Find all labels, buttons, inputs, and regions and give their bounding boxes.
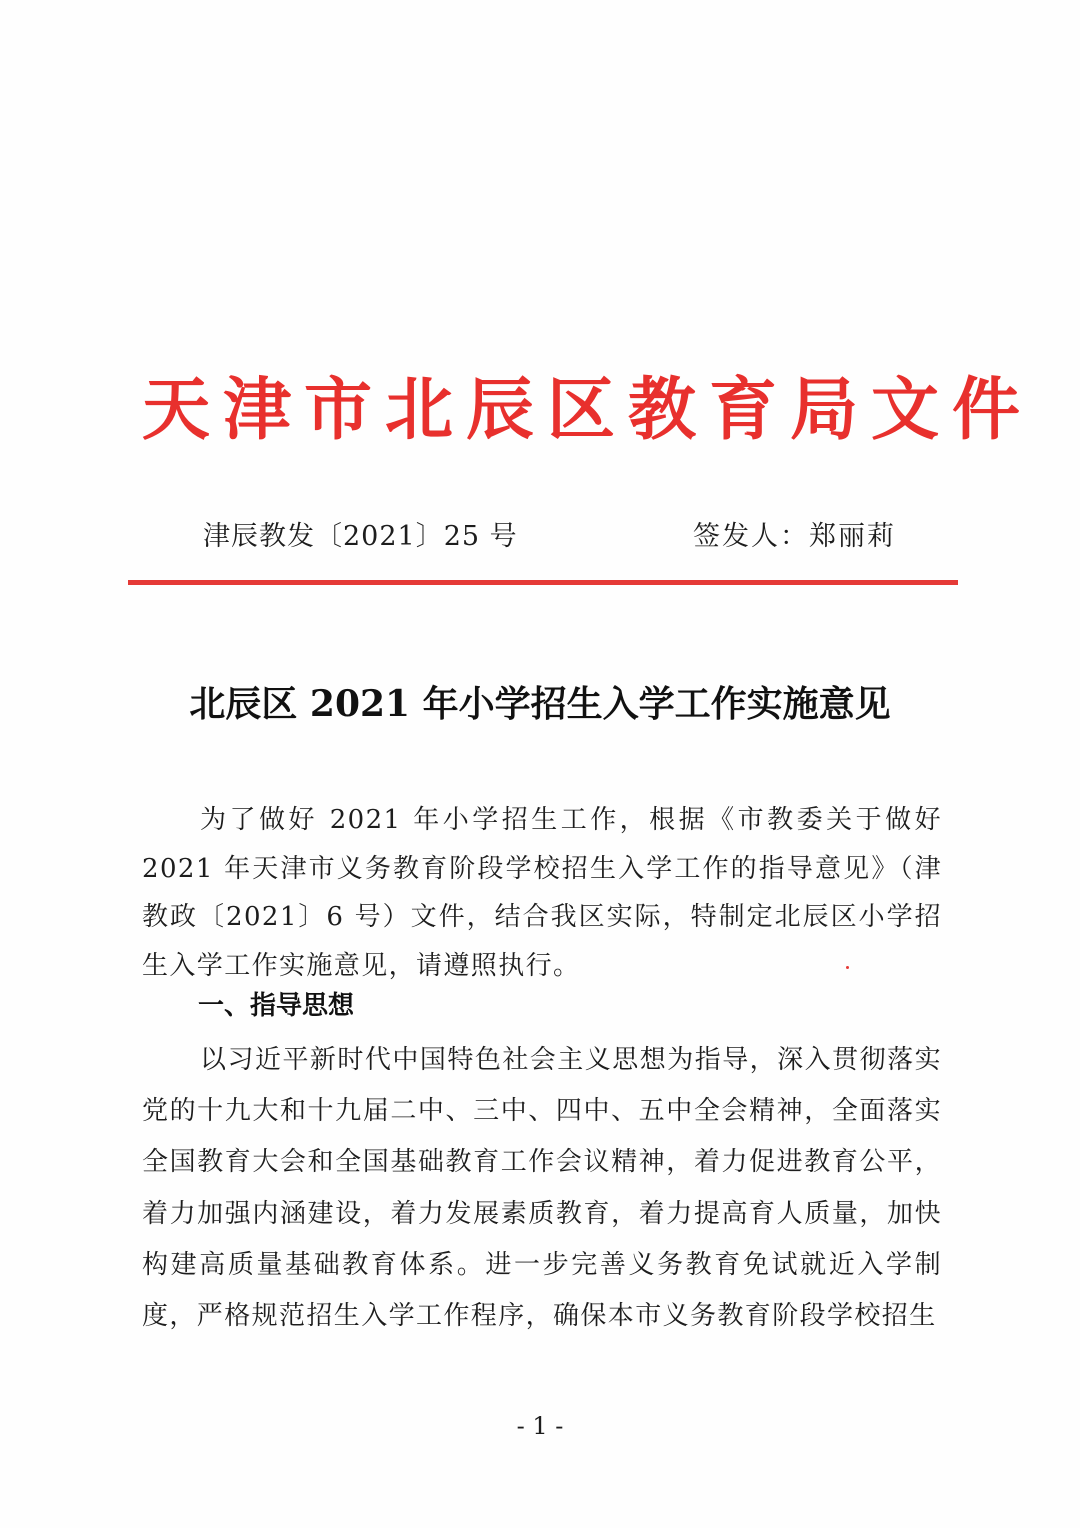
page-number: - 1 - [516,1412,564,1440]
scan-speck [846,966,849,969]
intro-paragraph: 为了做好 2021 年小学招生工作，根据《市教委关于做好 2021 年天津市义务教育阶段学校招生入学工作的指导意见》（津教政〔2021〕6 号）文件，结合我区实际，特制定北辰区小学招生入学工作实施意见，请遵照执行。 [142,805,942,981]
section-heading-guiding-ideology: 一、指导思想 [198,991,355,1021]
issuing-authority-header: 天津市北辰区教育局文件 [142,370,1034,450]
signer: 签发人：郑丽莉 [693,521,896,552]
red-divider-line [128,580,958,585]
section-1-paragraph: 以习近平新时代中国特色社会主义思想为指导，深入贯彻落实党的十九大和十九届二中、三中、四中、五中全会精神，全面落实全国教育大会和全国基础教育工作会议精神，着力促进教育公平，着力加强内涵建设，着力发展素质教育，着力提高育人质量，加快构建高质量基础教育体系。进一步完善义务教育免试就近入学制度，严格规范招生入学工作程序，确保本市义务教育阶段学校招生 [142,1045,942,1332]
document-number: 津辰教发〔2021〕25 号 [203,521,518,552]
document-meta-row [0,515,1080,559]
document-title: 北辰区 2021 年小学招生入学工作实施意见 [189,683,891,725]
